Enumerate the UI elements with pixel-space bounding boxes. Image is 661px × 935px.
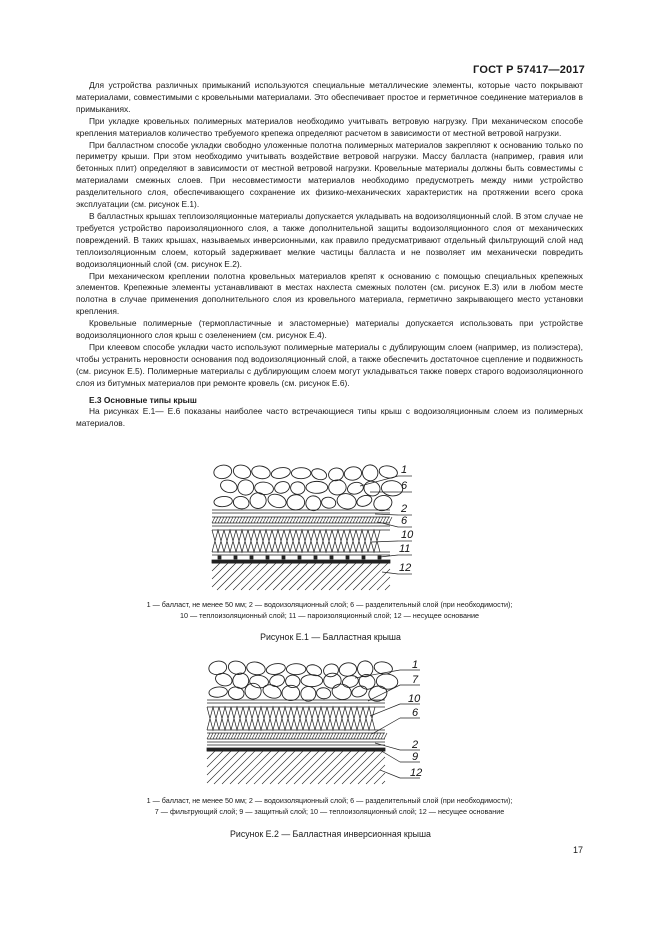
figure-2-legend-line2: 7 — фильтрующий слой; 9 — защитный слой; 10 — теплоизоляционный слой; 12 — несущее основание	[154, 806, 505, 816]
section-intro: На рисунках Е.1— Е.6 показаны наиболее часто встречающиеся типы крыш с водоизоляционным слоем из полимерных материалов.	[76, 406, 583, 429]
gravel-stone	[254, 481, 274, 495]
paragraph-7: При клеевом способе укладки часто используют полимерные материалы с дублирующим слоем (например, из полиэстера), чтобы устранить неровности основания под водоизоляционный слой, а также обеспечить достаточное сцепление и подвижность (см. рисунок Е.5). Полимерные материалы с дублирующим слоем могут укладываться также поверх старого водоизоляционного слоя из битумных материалов при ремонте кровель (см. рисунок Е.6).	[76, 341, 583, 388]
standard-header: ГОСТ Р 57417—2017	[473, 64, 585, 76]
fig1-label-6: 11	[399, 543, 411, 555]
fig2-label-4: 6	[412, 707, 419, 719]
figure-1-legend-line2: 10 — теплоизоляционный слой; 11 — пароизоляционный слой; 12 — несущее основание	[179, 610, 480, 620]
gravel-stone	[219, 478, 239, 494]
gravel-stone	[286, 664, 305, 675]
figure-2-title: Рисунок Е.2 — Балластная инверсионная крыша	[230, 829, 431, 839]
figure-1-legend-line1: 1 — балласт, не менее 50 мм; 2 — водоизоляционный слой; 6 — разделительный слой (при необходимости);	[146, 600, 513, 609]
gravel-stone	[291, 468, 310, 479]
fig2-label-1: 1	[412, 660, 419, 671]
gravel-stone	[338, 662, 357, 678]
gravel-stone	[306, 481, 328, 493]
paragraph-2: При укладке кровельных полимерных материалов необходимо учитывать ветровую нагрузку. При механическом способе крепления материалов количество требуемого крепежа определяют расчетом в зависимости от местной ветровой нагрузки.	[76, 115, 583, 138]
fig2-label-2: 7	[412, 674, 419, 686]
figure-1-legend	[76, 600, 583, 621]
fig2-label-3: 10	[408, 693, 421, 705]
paragraph-5: При механическом креплении полотна кровельных материалов крепят к основанию с помощью специальных крепежных элементов. Крепежные элементы устанавливают в местах нахлеста смежных полотен (см. рисунок Е.3) или в любом месте полотна в случае применения дополнительного слоя из кровельного материала, герметично закрывающего место установки крепления.	[76, 270, 583, 317]
fig2-label-6: 9	[412, 751, 419, 763]
vapour-barrier-layer	[212, 555, 390, 563]
gravel-stone	[322, 663, 339, 679]
gravel-stone	[270, 466, 291, 480]
gravel-stone	[213, 496, 232, 508]
fig1-label-1: 1	[401, 464, 408, 476]
fig2-label-7: 12	[410, 767, 423, 779]
paragraph-6: Кровельные полимерные (термопластичные и эластомерные) материалы допускается использовать при устройстве водоизоляционного слоя крыш с озеленением (см. рисунок Е.4).	[76, 318, 583, 341]
gravel-stone	[213, 464, 233, 480]
gravel-stone	[328, 480, 346, 496]
gravel-stone	[305, 495, 322, 512]
figure-1	[0, 462, 661, 596]
structural-base	[212, 563, 390, 590]
gravel-stone	[323, 673, 341, 689]
page-number: 17	[572, 845, 583, 855]
gravel-stone	[361, 464, 379, 482]
membrane-layers	[207, 733, 387, 751]
membrane-layers	[212, 510, 392, 526]
gravel-stone	[316, 687, 332, 700]
fig1-label-5: 10	[401, 529, 414, 541]
ballast-layer	[213, 463, 404, 512]
structural-base	[207, 751, 385, 784]
filter-layer	[207, 700, 385, 703]
gravel-stone	[251, 464, 272, 480]
insulation-layer	[207, 707, 385, 730]
gravel-stone	[301, 675, 323, 687]
section-title: Е.3 Основные типы крыш	[89, 394, 197, 405]
gravel-stone	[287, 495, 305, 511]
gravel-stone	[265, 662, 286, 676]
gravel-stone	[343, 466, 362, 482]
fig1-label-4: 6	[401, 515, 408, 527]
body-text	[76, 80, 583, 430]
gravel-stone	[273, 480, 291, 495]
figure-1-title: Рисунок Е.1 — Балластная крыша	[260, 632, 401, 642]
insulation-layer	[212, 530, 390, 552]
gravel-stone	[346, 481, 364, 496]
gravel-stone	[246, 660, 267, 676]
gravel-stone	[310, 467, 328, 482]
fig2-label-5: 2	[412, 739, 419, 751]
gravel-stone	[249, 674, 269, 688]
fig1-label-3: 2	[401, 503, 408, 515]
gravel-stone	[266, 492, 288, 510]
gravel-stone	[214, 671, 234, 687]
gravel-stone	[237, 478, 255, 496]
gravel-stone	[261, 682, 283, 700]
figure-2-legend	[76, 796, 583, 817]
gravel-stone	[378, 464, 398, 479]
gravel-stone	[321, 496, 337, 509]
figure-2-legend-line1: 1 — балласт, не менее 50 мм; 2 — водоизоляционный слой; 6 — разделительный слой (при необходимости);	[146, 796, 513, 805]
paragraph-1: Для устройства различных примыканий используются специальные металлические элементы, которые часто покрывают материалами, совместимыми с кровельными материалами. Это обеспечивает простое и герметичное соединение материалов в примыканиях.	[76, 80, 583, 114]
gravel-stone	[208, 686, 227, 698]
paragraph-3: При балластном способе укладки свободно уложенные полотна полимерных материалов закрепляют к основанию только по периметру крыши. При этом необходимо учитывать воздействие ветровой нагрузки. Массу балласта (например, гравия или бетонных плит) определяют в зависимости от местной ветровой нагрузки. Кровельные материалы должны быть совместимы с материалами смежных слоев. При несовместимости материалов необходимо предусмотреть между ними устройство разделительного слоя, обеспечивающего сохранение их физико-механических характеристик на протяжении всего срока эксплуатации (см. рисунок Е.1).	[76, 139, 583, 210]
gravel-stone	[232, 495, 250, 510]
gravel-stone	[232, 463, 252, 480]
fig1-label-2: 6	[401, 480, 408, 492]
figure-2	[0, 660, 661, 792]
figure-2-drawing	[0, 660, 661, 792]
fig1-label-7: 12	[399, 562, 412, 574]
figure-1-drawing	[0, 462, 661, 596]
gravel-stone	[268, 673, 286, 688]
paragraph-4: В балластных крышах теплоизоляционные материалы допускается укладывать на водоизоляционный слой. В этом случае не требуется устройство пароизоляционного слоя, а также дополнительной защиты водоизоляционного слоя от механических повреждений. В таких крышах, называемых инверсионными, как правило предусматривают отдельный фильтрующий слой над теплоизоляционным слоем, который задерживает мелкие частицы балласта и не позволяет им механически повредить водоизоляционный слой (см. рисунок Е.2).	[76, 210, 583, 269]
gravel-stone	[331, 682, 353, 701]
gravel-stone	[290, 481, 306, 495]
ballast-layer	[208, 660, 399, 703]
